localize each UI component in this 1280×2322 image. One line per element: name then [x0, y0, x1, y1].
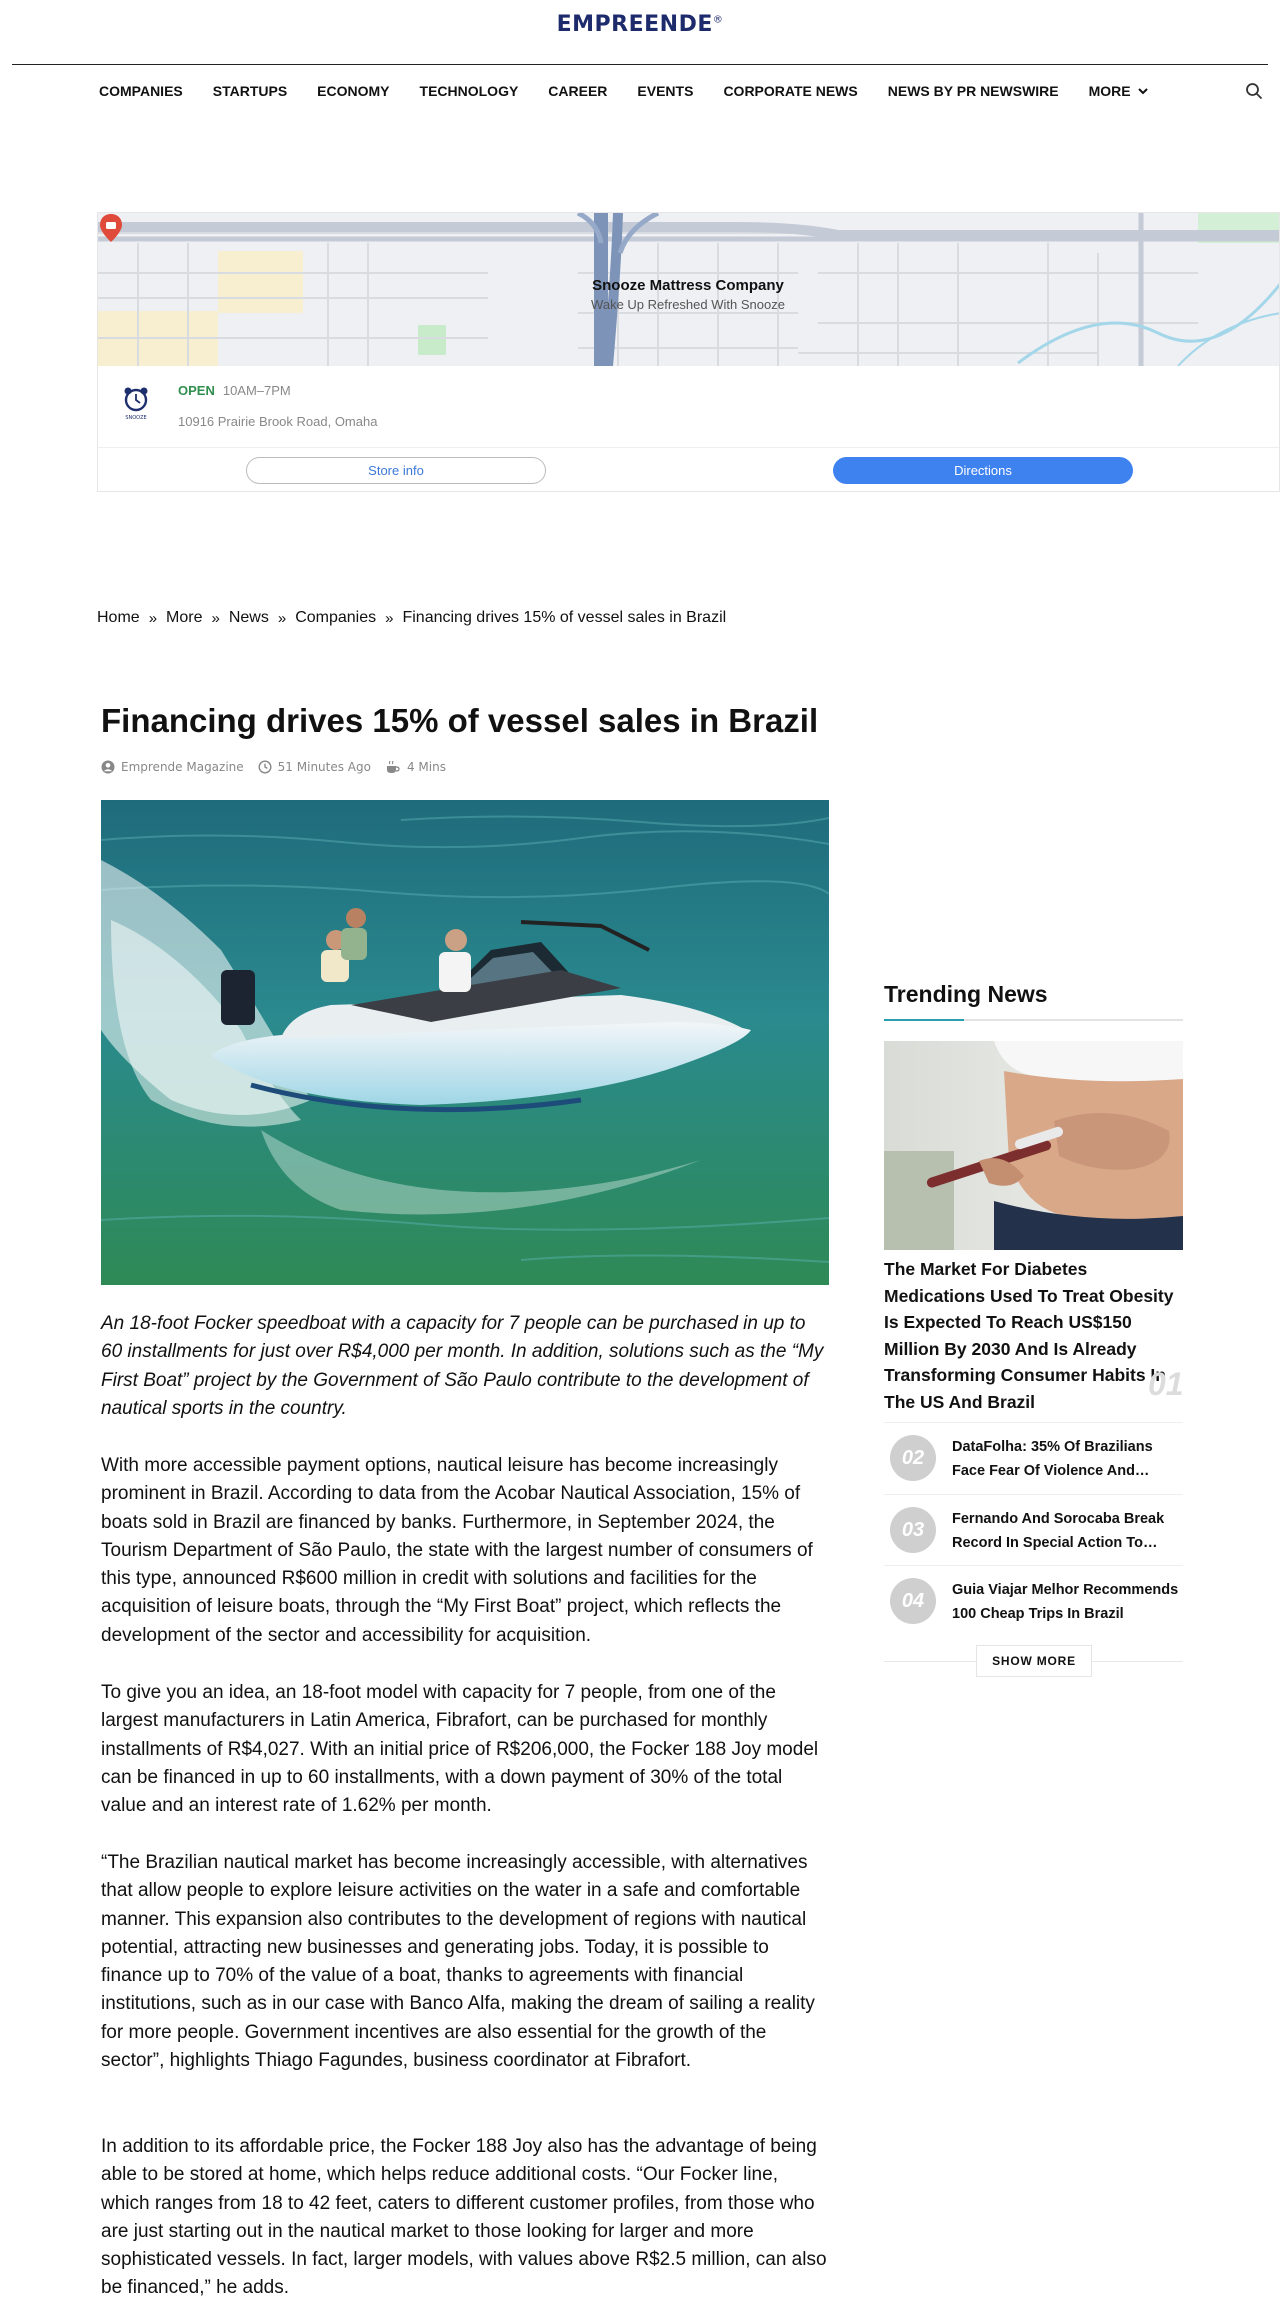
trending-item-title[interactable]: DataFolha: 35% Of Brazilians Face Fear Of Violence And… — [952, 1439, 1153, 1479]
trending-main-number: 01 — [1148, 1366, 1184, 1402]
store-map-ad[interactable] — [97, 212, 1280, 492]
nav-item-technology[interactable]: TECHNOLOGY — [419, 83, 519, 99]
article-paragraph-2: To give you an idea, an 18-foot model with capacity for 7 people, from one of the largest manufacturers in Latin America, Fibrafort, can be purchased for monthly installments of R$4,027. With an initial price of R$206,000, the Focker 188 Joy model can be financed in up to 60 installments, with a down payment of 30% of the total value and an interest rate of 1.62% per month. — [101, 1682, 819, 1817]
map-pin-icon — [98, 213, 124, 243]
user-icon — [101, 760, 115, 774]
snooze-logo-text: SNOOZE — [125, 415, 147, 421]
trending-main-image[interactable] — [884, 1041, 1183, 1250]
breadcrumb-separator: » — [277, 609, 287, 627]
trending-item-number: 04 — [890, 1578, 936, 1624]
breadcrumb-more[interactable]: More — [166, 609, 203, 626]
article-lead: An 18-foot Focker speedboat with a capacity for 7 people can be purchased in up to 60 installments for just over R$4,000 per month. In addition, solutions such as the “My First Boat” project by the Government of São Paulo contribute to the development of nautical sports in the country. — [101, 1313, 824, 1419]
breadcrumb — [97, 609, 726, 627]
opening-hours: 10AM–7PM — [222, 383, 291, 398]
chevron-down-icon — [1137, 85, 1149, 97]
search-icon[interactable] — [1245, 82, 1263, 100]
nav-item-career[interactable]: CAREER — [548, 83, 608, 99]
main-nav — [99, 80, 1179, 102]
store-info-button[interactable]: Store info — [246, 457, 546, 484]
breadcrumb-news[interactable]: News — [228, 609, 269, 626]
trending-item-number: 02 — [890, 1435, 936, 1481]
site-logo[interactable]: EMPREENDE® — [556, 12, 724, 37]
nav-item-more[interactable] — [1089, 83, 1149, 99]
article-paragraph-1: With more accessible payment options, nautical leisure has become increasingly prominent in Brazil. According to data from the Acobar Nautical Association, 15% of boats sold in Brazil are financed by banks. Furthermore, in September 2024, the Tourism Department of São Paulo, the state with the largest number of consumers of this type, announced R$600 million in credit with solutions and facilities for the acquisition of leisure boats, through the “My First Boat” project, which reflects the development of the sector and accessibility for acquisition. — [101, 1455, 813, 1646]
breadcrumb-home[interactable]: Home — [97, 609, 140, 626]
nav-item-economy[interactable]: ECONOMY — [317, 83, 390, 99]
breadcrumb-separator: » — [148, 609, 158, 627]
map-store-tagline: Wake Up Refreshed With Snooze — [591, 297, 785, 312]
article-meta — [101, 760, 460, 774]
author-name: Emprende Magazine — [121, 760, 244, 774]
speedboat-image — [101, 800, 829, 1285]
header-divider — [12, 64, 1268, 65]
show-more-container — [884, 1645, 1183, 1677]
nav-item-companies[interactable]: COMPANIES — [99, 83, 183, 99]
store-map[interactable] — [98, 213, 1280, 366]
read-time: 4 Mins — [406, 760, 446, 774]
trending-item-title[interactable]: Guia Viajar Melhor Recommends 100 Cheap Trips In Brazil — [952, 1582, 1179, 1622]
trending-item-title[interactable]: Fernando And Sorocaba Break Record In Special Action To… — [952, 1511, 1165, 1551]
open-status: OPEN — [178, 383, 215, 398]
ad-divider — [98, 447, 1280, 448]
directions-button[interactable]: Directions — [833, 457, 1133, 484]
nav-item-events[interactable]: EVENTS — [637, 83, 694, 99]
nav-item-startups[interactable]: STARTUPS — [212, 83, 288, 99]
article-author[interactable] — [101, 760, 244, 774]
trending-divider-accent — [884, 1019, 964, 1021]
trending-item[interactable] — [884, 1422, 1183, 1492]
article-time — [258, 760, 371, 774]
trending-main-title[interactable]: The Market For Diabetes Medications Used To Treat Obesity Is Expected To Reach US$150 Million By 2030 And Is Already Transforming Consumer Habits In The US And Brazil — [884, 1259, 1174, 1412]
breadcrumb-separator: » — [211, 609, 220, 627]
breadcrumb-current: Financing drives 15% of vessel sales in Brazil — [402, 609, 727, 626]
nav-item-pr-newswire[interactable]: NEWS BY PR NEWSWIRE — [887, 83, 1059, 99]
injection-pen-image — [884, 1041, 1183, 1250]
snooze-logo-icon — [118, 385, 154, 421]
store-hours — [178, 383, 291, 398]
article-hero-image — [101, 800, 829, 1285]
trending-heading: Trending News — [884, 981, 1048, 1007]
trending-item[interactable] — [884, 1494, 1183, 1564]
map-store-name: Snooze Mattress Company — [592, 277, 784, 294]
trending-item[interactable] — [884, 1565, 1183, 1635]
article-read-time — [385, 760, 446, 774]
clock-icon — [258, 760, 272, 774]
nav-item-corporate-news[interactable]: CORPORATE NEWS — [723, 83, 858, 99]
breadcrumb-companies[interactable]: Companies — [295, 609, 377, 626]
time-ago: 51 Minutes Ago — [277, 760, 371, 774]
article-title: Financing drives 15% of vessel sales in Brazil — [101, 702, 819, 739]
trending-item-number: 03 — [890, 1507, 936, 1553]
store-address: 10916 Prairie Brook Road, Omaha — [178, 414, 378, 429]
breadcrumb-separator: » — [385, 609, 394, 627]
article-paragraph-4: In addition to its affordable price, the Focker 188 Joy also has the advantage of being able to be stored at home, which helps reduce additional costs. “Our Focker line, which ranges from 18 to 42 feet, caters to different customer profiles, from those who are just starting out in the nautical market to those looking for larger and more sophisticated vessels. In fact, larger models, with values above R$2.5 million, can also be financed,” he adds. — [101, 2136, 827, 2299]
coffee-icon — [385, 760, 401, 774]
show-more-button[interactable]: SHOW MORE — [976, 1645, 1092, 1677]
article-paragraph-3: “The Brazilian nautical market has become increasingly accessible, with alternatives that allow people to explore leisure activities on the water in a safe and comfortable manner. This expansion also contributes to the development of regions with nautical potential, attracting new businesses and generating jobs. Today, it is possible to finance up to 70% of the value of a boat, thanks to agreements with financial institutions, such as in our case with Banco Alfa, making the dream of sailing a reality for more people. Government incentives are also essential for the growth of the sector”, highlights Thiago Fagundes, business coordinator at Fibrafort. — [101, 1852, 815, 2072]
nav-more-label: MORE — [1088, 83, 1131, 99]
